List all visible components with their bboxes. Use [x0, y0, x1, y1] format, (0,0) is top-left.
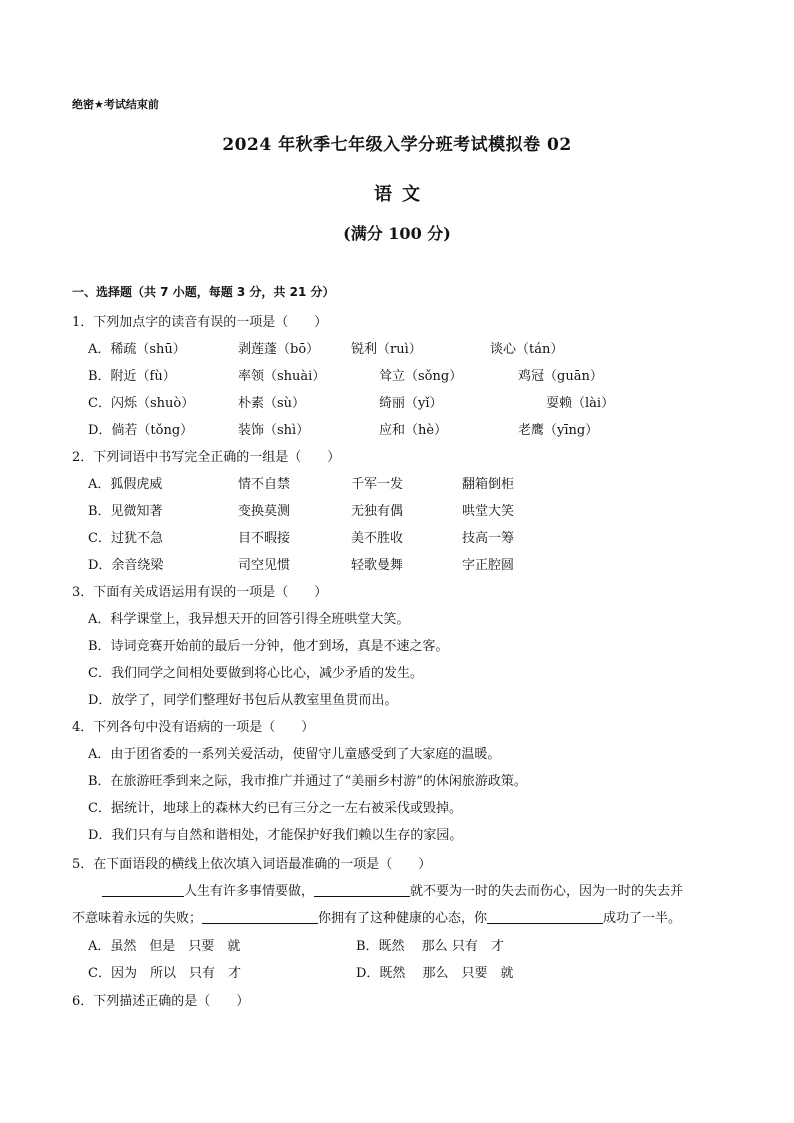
q2-a-3: 千军一发: [351, 477, 404, 492]
q3-option-d: D．放学了，同学们整理好书包后从教室里鱼贯而出。: [88, 693, 398, 708]
q2-d-1: D．余音绕梁: [88, 558, 164, 573]
confidential-label: 绝密★考试结束前: [72, 98, 159, 111]
q5-option-a: A．虽然 但是 只要 就: [88, 939, 241, 954]
q2-d-3: 轻歌曼舞: [351, 558, 404, 573]
subject-title: 语文: [374, 184, 430, 205]
q1-b-2: 率领（shuài）: [238, 369, 326, 384]
question-3-stem: 3．下面有关成语运用有误的一项是（ ）: [72, 585, 328, 600]
question-4-stem: 4．下列各句中没有语病的一项是（ ）: [72, 720, 315, 735]
q1-d-3: 应和（hè）: [379, 423, 448, 438]
q1-c-4: 耍赖（lài）: [546, 396, 615, 411]
q2-c-4: 技高一筹: [462, 531, 515, 546]
exam-title: 2024 年秋季七年级入学分班考试模拟卷 02: [222, 135, 572, 155]
q5-passage-text: 不意味着永远的失败；: [72, 911, 203, 926]
q5-passage-text: 成功了一半。: [603, 911, 682, 926]
q5-passage-text: 你拥有了这种健康的心态，你: [318, 911, 488, 926]
q1-a-1: A．稀疏（shū）: [88, 342, 186, 357]
q1-a-4: 谈心（tán）: [490, 342, 564, 357]
q2-d-2: 司空见惯: [238, 558, 291, 573]
fill-blank-3[interactable]: [202, 911, 318, 924]
q2-a-2: 情不自禁: [238, 477, 291, 492]
question-5-stem: 5．在下面语段的横线上依次填入词语最准确的一项是（ ）: [72, 857, 432, 872]
q2-b-3: 无独有偶: [351, 504, 404, 519]
q5-passage-line-2: [72, 907, 681, 926]
q5-passage-text: 人生有许多事情要做，: [184, 884, 315, 899]
q2-c-2: 目不暇接: [238, 531, 291, 546]
q3-option-c: C．我们同学之间相处要做到将心比心，减少矛盾的发生。: [88, 666, 423, 681]
q1-b-4: 鸡冠（guān）: [518, 369, 603, 384]
full-score: (满分 100 分): [343, 224, 451, 243]
q1-d-4: 老鹰（yīng）: [518, 423, 599, 438]
q5-option-c: C．因为 所以 只有 才: [88, 966, 241, 981]
q1-c-3: 绮丽（yǐ）: [379, 396, 443, 411]
q1-c-2: 朴素（sù）: [238, 396, 306, 411]
question-6-stem: 6．下列描述正确的是（ ）: [72, 994, 250, 1009]
question-2-stem: 2．下列词语中书写完全正确的一组是（ ）: [72, 450, 341, 465]
q4-option-d: D．我们只有与自然和谐相处，才能保护好我们赖以生存的家园。: [88, 828, 463, 843]
q5-option-d: D．既然 那么 只要 就: [356, 966, 514, 981]
q4-option-a: A．由于团省委的一系列关爱活动，使留守儿童感受到了大家庭的温暖。: [88, 747, 501, 762]
q1-d-2: 装饰（shì）: [238, 423, 310, 438]
fill-blank-1[interactable]: [102, 884, 184, 897]
q5-passage-line-1: [102, 880, 683, 899]
q2-b-4: 哄堂大笑: [462, 504, 515, 519]
q1-b-3: 耸立（sǒng）: [379, 369, 463, 384]
q1-c-1: C．闪烁（shuò）: [88, 396, 195, 411]
q2-b-2: 变换莫测: [238, 504, 291, 519]
q3-option-a: A．科学课堂上，我异想天开的回答引得全班哄堂大笑。: [88, 612, 410, 627]
q2-a-4: 翻箱倒柜: [462, 477, 515, 492]
q2-c-1: C．过犹不急: [88, 531, 163, 546]
q3-option-b: B．诗词竞赛开始前的最后一分钟，他才到场，真是不速之客。: [88, 639, 449, 654]
q2-c-3: 美不胜收: [351, 531, 404, 546]
q2-a-1: A．狐假虎威: [88, 477, 163, 492]
q5-passage-text: 就不要为一时的失去而伤心，因为一时的失去并: [410, 884, 684, 899]
q2-d-4: 字正腔圆: [462, 558, 515, 573]
q1-a-3: 锐利（ruì）: [351, 342, 422, 357]
q4-option-b: B．在旅游旺季到来之际，我市推广并通过了“美丽乡村游”的休闲旅游政策。: [88, 774, 527, 789]
q5-option-b: B．既然 那么 只有 才: [356, 939, 504, 954]
fill-blank-4[interactable]: [487, 911, 603, 924]
q1-d-1: D．倘若（tǒng）: [88, 423, 194, 438]
fill-blank-2[interactable]: [314, 884, 410, 897]
question-1-stem: 1．下列加点字的读音有误的一项是（ ）: [72, 315, 328, 330]
q1-a-2: 剥莲蓬（bō）: [238, 342, 320, 357]
q2-b-1: B．见微知著: [88, 504, 163, 519]
q4-option-c: C．据统计，地球上的森林大约已有三分之一左右被采伐或毁掉。: [88, 801, 462, 816]
q1-b-1: B．附近（fù）: [88, 369, 176, 384]
section-heading: 一、选择题（共 7 小题，每题 3 分，共 21 分）: [72, 285, 335, 299]
